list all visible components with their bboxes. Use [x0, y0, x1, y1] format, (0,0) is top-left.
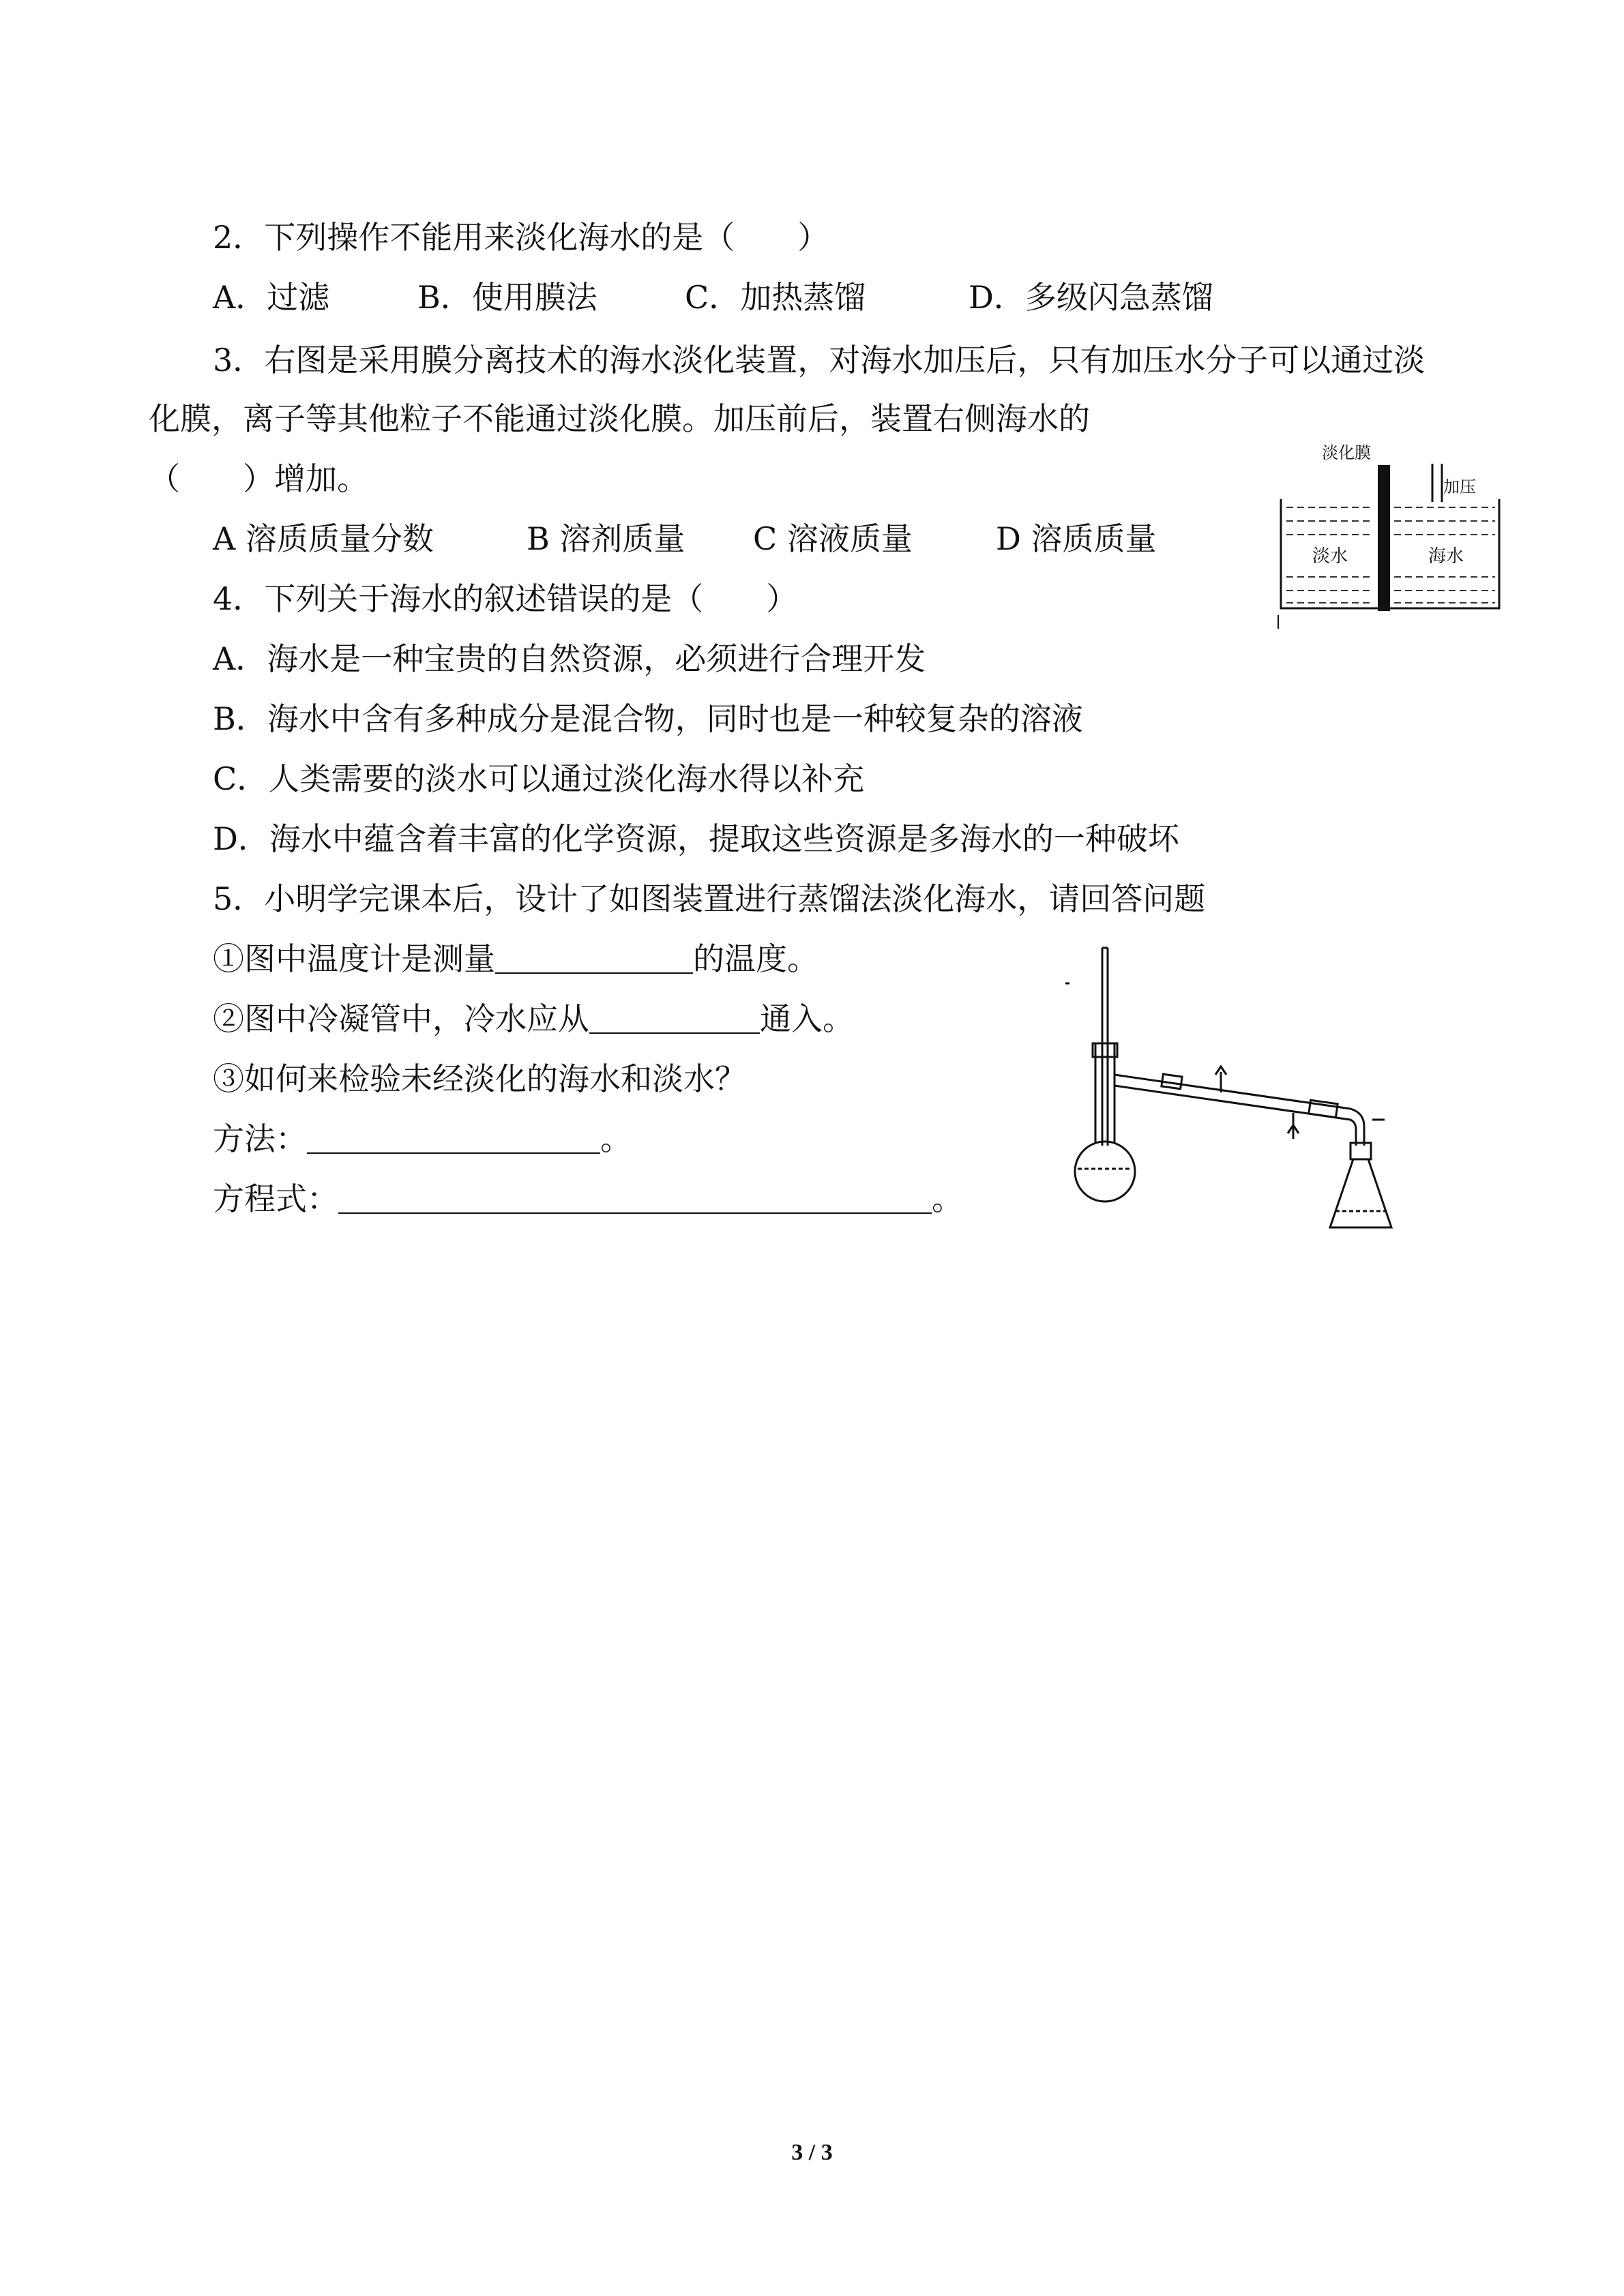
- q3-option-c: C 溶液质量: [753, 520, 913, 557]
- membrane-bar: [1378, 465, 1390, 611]
- receiver-stopper: [1350, 1143, 1371, 1159]
- membrane-apparatus-figure: [1267, 436, 1506, 634]
- q2-option-c: C．加热蒸馏: [685, 279, 866, 316]
- membrane-label: 淡化膜: [1322, 443, 1371, 462]
- q5-method: [213, 1118, 632, 1159]
- q5-method-answer-blank[interactable]: [307, 1120, 600, 1154]
- condenser-inner-tube: [1160, 1082, 1330, 1106]
- q3-stem-line1: 3．右图是采用膜分离技术的海水淡化装置，对海水加压后，只有加压水分子可以通过淡: [213, 342, 1426, 378]
- q3-option-b: B 溶剂质量: [527, 520, 685, 557]
- round-bottom-flask: [1075, 1142, 1135, 1202]
- q5-sub1-answer-blank[interactable]: [495, 940, 693, 974]
- q5-stem: 5．小明学完课本后，设计了如图装置进行蒸馏法淡化海水，请回答问题: [213, 880, 1206, 917]
- q3-option-d: D 溶质质量: [996, 520, 1157, 557]
- q5-equation-end: 。: [932, 1180, 963, 1217]
- conical-flask: [1330, 1159, 1391, 1227]
- q5-sub2-before: ②图中冷凝管中，冷水应从: [213, 1000, 589, 1037]
- q5-equation-answer-blank[interactable]: [338, 1180, 932, 1214]
- distillation-apparatus-figure: [1064, 941, 1432, 1241]
- q4-stem: 4．下列关于海水的叙述错误的是（ ）: [213, 580, 798, 617]
- q5-sub1-before: ①图中温度计是测量: [213, 940, 495, 977]
- q4-option-b: B．海水中含有多种成分是混合物，同时也是一种较复杂的溶液: [213, 700, 1083, 737]
- q5-sub2-answer-blank[interactable]: [589, 1000, 760, 1034]
- q5-sub1-after: 的温度。: [693, 940, 818, 977]
- q2-option-b: B．使用膜法: [417, 279, 597, 316]
- sea-water-label: 海水: [1428, 546, 1464, 567]
- q4-option-d: D．海水中蕴含着丰富的化学资源，提取这些资源是多海水的一种破坏: [213, 820, 1179, 857]
- q2-option-d: D．多级闪急蒸馏: [969, 279, 1213, 316]
- q4-option-a: A．海水是一种宝贵的自然资源，必须进行合理开发: [213, 640, 926, 677]
- q2-stem: 2．下列操作不能用来淡化海水的是（ ）: [213, 219, 829, 256]
- q5-method-label: 方法：: [213, 1120, 307, 1157]
- q3-stem-line3: （ ）增加。: [149, 460, 368, 497]
- page-number: 3 / 3: [791, 2140, 833, 2165]
- adapter-inner: [1350, 1120, 1356, 1146]
- q5-sub3: ③如何来检验未经淡化的海水和淡水？: [213, 1060, 746, 1097]
- adapter-outer: [1350, 1109, 1364, 1146]
- q5-sub2-after: 通入。: [760, 1000, 854, 1037]
- q5-sub2: [213, 998, 854, 1039]
- q5-equation: [213, 1178, 963, 1219]
- q3-option-a: A 溶质质量分数: [213, 520, 434, 557]
- q5-equation-label: 方程式：: [213, 1180, 338, 1217]
- q2-option-a: A．过滤: [213, 279, 330, 316]
- q5-sub1: [213, 938, 818, 979]
- q5-method-end: 。: [600, 1120, 632, 1157]
- pressure-label: 加压: [1443, 477, 1476, 496]
- q3-stem-line2: 化膜，离子等其他粒子不能通过淡化膜。加压前后，装置右侧海水的: [149, 400, 1090, 437]
- fresh-water-label: 淡水: [1312, 546, 1348, 567]
- q4-option-c: C．人类需要的淡水可以通过淡化海水得以补充: [213, 760, 865, 797]
